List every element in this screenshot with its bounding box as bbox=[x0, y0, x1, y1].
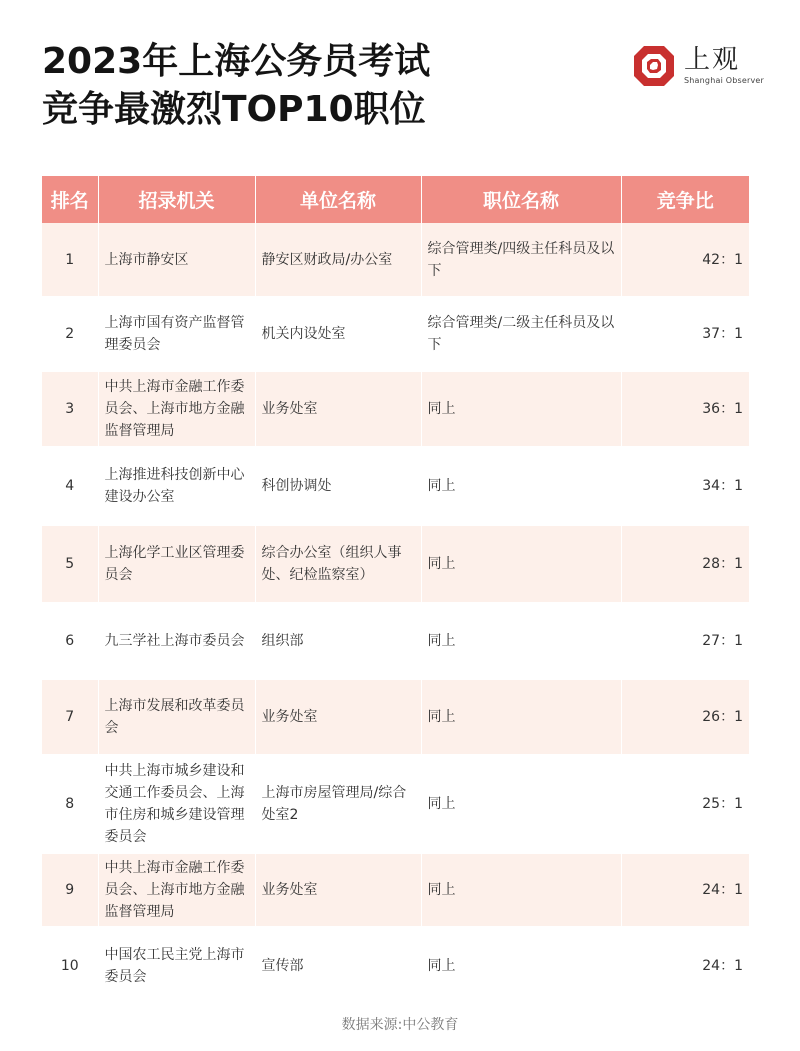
cell-rank: 2 bbox=[42, 297, 98, 371]
cell-position: 同上 bbox=[421, 755, 621, 853]
cell-rank: 8 bbox=[42, 755, 98, 853]
table-row bbox=[42, 525, 749, 603]
cell-unit: 宣传部 bbox=[255, 927, 421, 1005]
cell-ratio: 24：1 bbox=[621, 927, 749, 1005]
cell-ratio: 36：1 bbox=[621, 371, 749, 447]
table-row bbox=[42, 447, 749, 525]
table-row bbox=[42, 603, 749, 679]
table-header-row bbox=[42, 176, 749, 223]
cell-unit: 科创协调处 bbox=[255, 447, 421, 525]
cell-agency: 中国农工民主党上海市委员会 bbox=[98, 927, 255, 1005]
cell-ratio: 42：1 bbox=[621, 223, 749, 297]
cell-unit: 上海市房屋管理局/综合处室2 bbox=[255, 755, 421, 853]
header-agency: 招录机关 bbox=[98, 176, 255, 223]
table-row bbox=[42, 679, 749, 755]
cell-agency: 九三学社上海市委员会 bbox=[98, 603, 255, 679]
cell-ratio: 34：1 bbox=[621, 447, 749, 525]
cell-unit: 综合办公室（组织人事处、纪检监察室） bbox=[255, 525, 421, 603]
header-position: 职位名称 bbox=[421, 176, 621, 223]
cell-position: 同上 bbox=[421, 927, 621, 1005]
header-ratio: 竞争比 bbox=[621, 176, 749, 223]
cell-ratio: 28：1 bbox=[621, 525, 749, 603]
cell-unit: 业务处室 bbox=[255, 853, 421, 927]
header-rank: 排名 bbox=[42, 176, 98, 223]
cell-rank: 7 bbox=[42, 679, 98, 755]
cell-rank: 5 bbox=[42, 525, 98, 603]
table-row bbox=[42, 223, 749, 297]
title-line-1: 2023年上海公务员考试 bbox=[42, 41, 431, 82]
cell-agency: 上海市国有资产监督管理委员会 bbox=[98, 297, 255, 371]
table-row bbox=[42, 371, 749, 447]
cell-position: 同上 bbox=[421, 853, 621, 927]
cell-rank: 1 bbox=[42, 223, 98, 297]
cell-agency: 上海市发展和改革委员会 bbox=[98, 679, 255, 755]
title-line-2: 竞争最激烈TOP10职位 bbox=[42, 89, 426, 130]
logo-chinese-name: 上观 bbox=[684, 45, 741, 75]
cell-unit: 业务处室 bbox=[255, 679, 421, 755]
header-unit: 单位名称 bbox=[255, 176, 421, 223]
cell-position: 同上 bbox=[421, 679, 621, 755]
cell-rank: 6 bbox=[42, 603, 98, 679]
top10-positions-table bbox=[42, 176, 749, 1006]
table-row bbox=[42, 927, 749, 1005]
cell-ratio: 24：1 bbox=[621, 853, 749, 927]
page-title bbox=[42, 38, 430, 134]
cell-position: 综合管理类/二级主任科员及以下 bbox=[421, 297, 621, 371]
cell-rank: 10 bbox=[42, 927, 98, 1005]
cell-rank: 4 bbox=[42, 447, 98, 525]
table-row bbox=[42, 755, 749, 853]
cell-ratio: 26：1 bbox=[621, 679, 749, 755]
cell-unit: 组织部 bbox=[255, 603, 421, 679]
cell-unit: 机关内设处室 bbox=[255, 297, 421, 371]
logo-english-name: Shanghai Observer bbox=[684, 76, 765, 85]
data-source-note: 数据来源:中公教育 bbox=[341, 1017, 459, 1033]
cell-agency: 中共上海市城乡建设和交通工作委员会、上海市住房和城乡建设管理委员会 bbox=[98, 755, 255, 853]
table-row bbox=[42, 297, 749, 371]
cell-position: 综合管理类/四级主任科员及以下 bbox=[421, 223, 621, 297]
table-row bbox=[42, 853, 749, 927]
cell-rank: 9 bbox=[42, 853, 98, 927]
shanghai-observer-logo-icon bbox=[632, 44, 676, 88]
cell-position: 同上 bbox=[421, 603, 621, 679]
cell-agency: 上海市静安区 bbox=[98, 223, 255, 297]
cell-rank: 3 bbox=[42, 371, 98, 447]
cell-agency: 上海化学工业区管理委员会 bbox=[98, 525, 255, 603]
shanghai-observer-logo bbox=[632, 44, 765, 90]
cell-position: 同上 bbox=[421, 525, 621, 603]
cell-unit: 静安区财政局/办公室 bbox=[255, 223, 421, 297]
cell-agency: 中共上海市金融工作委员会、上海市地方金融监督管理局 bbox=[98, 371, 255, 447]
cell-ratio: 25：1 bbox=[621, 755, 749, 853]
cell-ratio: 37：1 bbox=[621, 297, 749, 371]
cell-position: 同上 bbox=[421, 371, 621, 447]
cell-unit: 业务处室 bbox=[255, 371, 421, 447]
cell-agency: 中共上海市金融工作委员会、上海市地方金融监督管理局 bbox=[98, 853, 255, 927]
cell-position: 同上 bbox=[421, 447, 621, 525]
cell-agency: 上海推进科技创新中心建设办公室 bbox=[98, 447, 255, 525]
cell-ratio: 27：1 bbox=[621, 603, 749, 679]
